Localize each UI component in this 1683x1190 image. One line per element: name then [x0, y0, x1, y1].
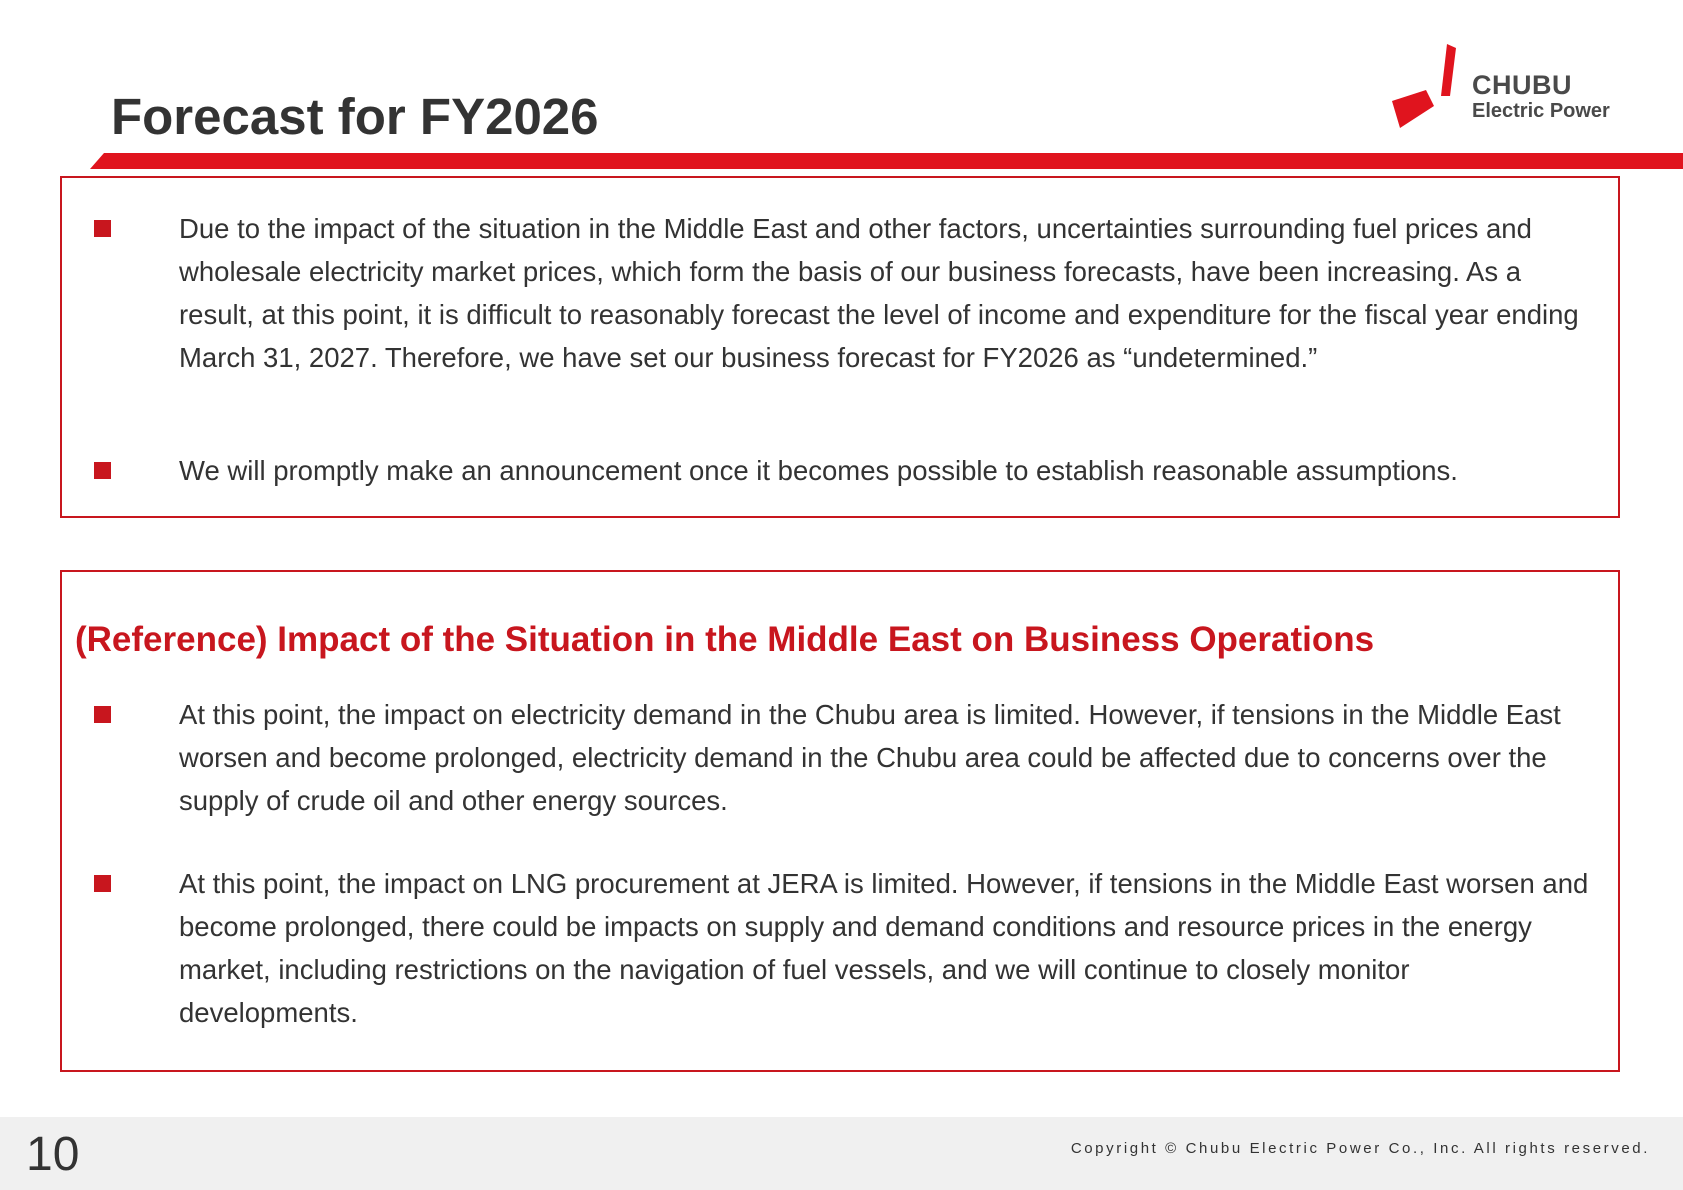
square-bullet-icon [94, 220, 111, 237]
reference-bullet-1 [92, 693, 1592, 822]
bullet-text: At this point, the impact on electricity demand in the Chubu area is limited. However, if tensions in the Middle East worsen and become prolonged, electricity demand in the Chubu area could be affected due to concerns over the supply of crude oil and other energy sources. [179, 699, 1561, 816]
title-underline-bar [90, 153, 1683, 169]
bullet-text: At this point, the impact on LNG procurement at JERA is limited. However, if tensions in the Middle East worsen and become prolonged, there could be impacts on supply and demand conditions and resource prices in the energy market, including restrictions on the navigation of fuel vessels, and we will continue to closely monitor developments. [179, 868, 1589, 1028]
forecast-bullet-2 [92, 449, 1592, 492]
reference-box [60, 570, 1620, 1072]
page-number: 10 [26, 1128, 80, 1181]
logo-line-chubu: CHUBU [1472, 70, 1572, 100]
bullet-text: We will promptly make an announcement once it becomes possible to establish reasonable assumptions. [179, 455, 1458, 486]
forecast-box [60, 176, 1620, 518]
company-logo [1390, 42, 1630, 132]
logo-line-electric-power: Electric Power [1472, 100, 1610, 122]
logo-wordmark [1472, 72, 1610, 121]
copyright-notice: Copyright © Chubu Electric Power Co., Inc. All rights reserved. [1070, 1140, 1650, 1157]
footer [0, 1117, 1683, 1190]
square-bullet-icon [94, 706, 111, 723]
bullet-text: Due to the impact of the situation in the Middle East and other factors, uncertainties surrounding fuel prices and wholesale electricity market prices, which form the basis of our business forecasts, have been increasing. As a result, at this point, it is difficult to reasonably forecast the level of income and expenditure for the fiscal year ending March 31, 2027. Therefore, we have set our business forecast for FY2026 as “undetermined.” [179, 213, 1579, 373]
chubu-logo-mark-icon [1390, 42, 1472, 132]
forecast-bullet-1 [92, 207, 1592, 379]
square-bullet-icon [94, 875, 111, 892]
square-bullet-icon [94, 462, 111, 479]
page-title: Forecast for FY2026 [111, 88, 599, 145]
reference-heading: (Reference) Impact of the Situation in the Middle East on Business Operations [75, 620, 1375, 659]
reference-bullet-2 [92, 862, 1592, 1034]
